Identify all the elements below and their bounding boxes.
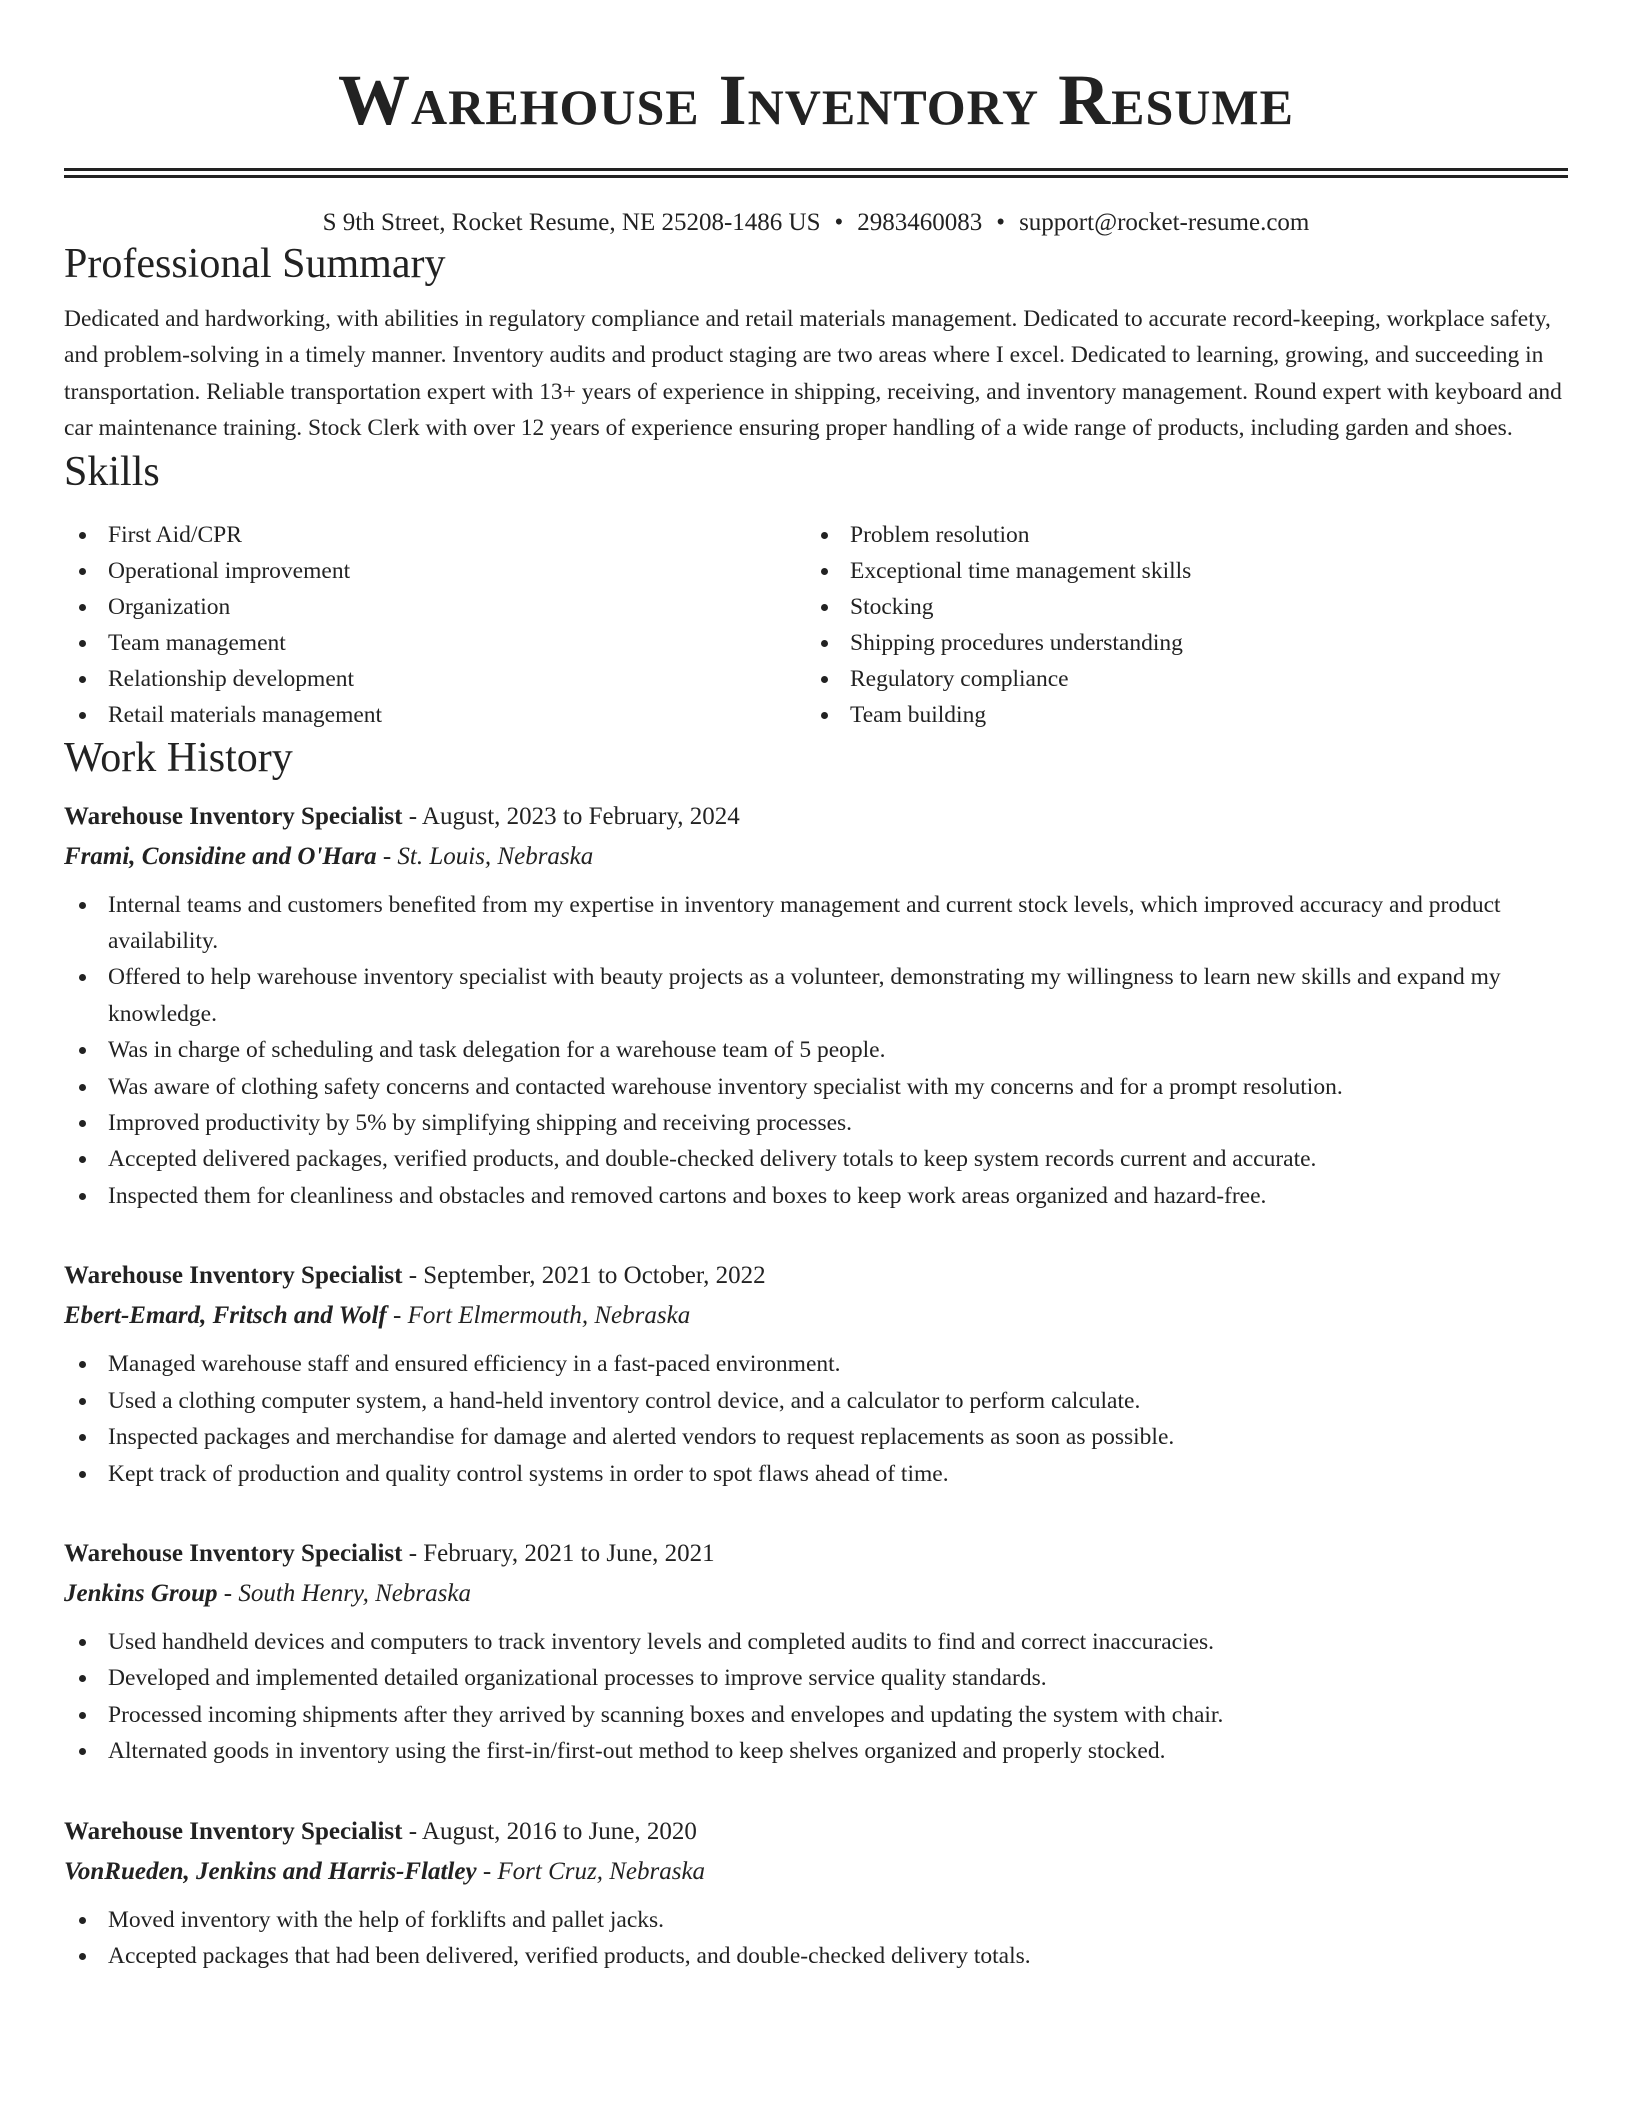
work-history-heading: Work History [64,734,293,781]
job-title: Warehouse Inventory Specialist [64,802,403,830]
skills-list-left [64,517,806,733]
contact-address: S 9th Street, Rocket Resume, NE 25208-1486 US [322,209,821,236]
job-dates: February, 2021 to June, 2021 [423,1539,715,1567]
duty-item: Inspected packages and merchandise for damage and alerted vendors to request replacements as soon as possible. [64,1419,1568,1455]
job-entry [64,1256,1568,1492]
duty-item: Was aware of clothing safety concerns and contacted warehouse inventory specialist with my concerns and for a prompt resolution. [64,1069,1568,1105]
company-location: South Henry, Nebraska [238,1579,471,1607]
duty-item: Was in charge of scheduling and task delegation for a warehouse team of 5 people. [64,1032,1568,1068]
skill-item: Team building [806,697,1548,733]
resume-page [64,0,1568,1974]
skill-item: Problem resolution [806,517,1548,553]
company-dash: - [376,842,398,870]
duty-item: Accepted delivered packages, verified products, and double-checked delivery totals to keep system records current and accurate. [64,1141,1568,1177]
job-dates: August, 2016 to June, 2020 [421,1817,697,1845]
page-title: Warehouse Inventory Resume [338,60,1294,140]
contact-separator: • [996,209,1006,236]
company-dash: - [476,1857,498,1885]
company-location: St. Louis, Nebraska [397,842,594,870]
skill-item: Operational improvement [64,553,806,589]
skill-item: First Aid/CPR [64,517,806,553]
skill-item: Exceptional time management skills [806,553,1548,589]
contact-separator: • [834,209,844,236]
job-duties [64,1902,1568,1975]
title-divider [64,168,1568,178]
duty-item: Moved inventory with the help of forklifts and pallet jacks. [64,1902,1568,1938]
duty-item: Inspected them for cleanliness and obstacles and removed cartons and boxes to keep work areas organized and hazard-free. [64,1178,1568,1214]
skill-item: Organization [64,589,806,625]
duty-item: Processed incoming shipments after they arrived by scanning boxes and envelopes and updating the system with chair. [64,1697,1568,1733]
job-title-line [64,1256,1568,1296]
job-title: Warehouse Inventory Specialist [64,1262,403,1290]
job-dash: - [402,1817,422,1845]
job-title-line [64,797,1568,837]
job-dash: - [402,1539,424,1567]
company-line [64,837,1568,877]
duty-item: Offered to help warehouse inventory specialist with beauty projects as a volunteer, demonstrating my willingness to learn new skills and expand my knowledge. [64,959,1568,1032]
skill-item: Team management [64,625,806,661]
job-entry [64,1812,1568,1975]
company-name: VonRueden, Jenkins and Harris-Flatley [64,1857,477,1885]
job-dash: - [402,802,422,830]
duty-item: Managed warehouse staff and ensured efficiency in a fast-paced environment. [64,1346,1568,1382]
company-line [64,1574,1568,1614]
contact-phone: 2983460083 [857,209,983,236]
skill-item: Retail materials management [64,697,806,733]
skill-item: Shipping procedures understanding [806,625,1548,661]
job-dates: September, 2021 to October, 2022 [423,1262,766,1290]
company-name: Ebert-Emard, Fritsch and Wolf [64,1302,387,1330]
duty-item: Improved productivity by 5% by simplifying shipping and receiving processes. [64,1105,1568,1141]
job-duties [64,1346,1568,1492]
job-entry [64,797,1568,1215]
duty-item: Kept track of production and quality control systems in order to spot flaws ahead of time. [64,1456,1568,1492]
job-title: Warehouse Inventory Specialist [64,1539,403,1567]
company-line [64,1296,1568,1336]
skill-item: Relationship development [64,661,806,697]
job-title-line [64,1812,1568,1852]
job-duties [64,887,1568,1215]
job-dates: August, 2023 to February, 2024 [421,802,740,830]
job-title-line [64,1534,1568,1574]
company-location: Fort Elmermouth, Nebraska [407,1302,691,1330]
duty-item: Accepted packages that had been delivered, verified products, and double-checked delivery totals. [64,1938,1568,1974]
company-dash: - [386,1302,408,1330]
company-name: Frami, Considine and O'Hara [64,842,377,870]
duty-item: Used handheld devices and computers to track inventory levels and completed audits to find and correct inaccuracies. [64,1624,1568,1660]
skills-columns [64,517,1568,733]
job-title: Warehouse Inventory Specialist [64,1817,403,1845]
duty-item: Used a clothing computer system, a hand-held inventory control device, and a calculator to perform calculate. [64,1383,1568,1419]
skills-heading: Skills [64,448,160,495]
skill-item: Regulatory compliance [806,661,1548,697]
company-location: Fort Cruz, Nebraska [497,1857,706,1885]
duty-item: Internal teams and customers benefited from my expertise in inventory management and current stock levels, which improved accuracy and product availability. [64,887,1568,960]
contact-line [64,207,1568,239]
job-dash: - [402,1262,424,1290]
skill-item: Stocking [806,589,1548,625]
company-dash: - [217,1579,239,1607]
summary-text: Dedicated and hardworking, with abilities in regulatory compliance and retail materials management. Dedicated to accurate record-keeping, workplace safety, and problem-solving in a timely manner. Inventory audits and product staging are two areas where I excel. Dedicated to learning, growing, and succeeding in transportation. Reliable transportation expert with 13+ years of experience in shipping, receiving, and inventory management. Round expert with keyboard and car maintenance training. Stock Clerk with over 12 years of experience ensuring proper handling of a wide range of products, including garden and shoes. [64,306,1562,442]
company-name: Jenkins Group [64,1579,218,1607]
job-entry [64,1534,1568,1770]
duty-item: Alternated goods in inventory using the first-in/first-out method to keep shelves organized and properly stocked. [64,1733,1568,1769]
job-duties [64,1624,1568,1770]
contact-email: support@rocket-resume.com [1019,209,1310,236]
company-line [64,1852,1568,1892]
skills-list-right [806,517,1548,733]
summary-heading: Professional Summary [64,241,446,287]
duty-item: Developed and implemented detailed organizational processes to improve service quality standards. [64,1660,1568,1696]
